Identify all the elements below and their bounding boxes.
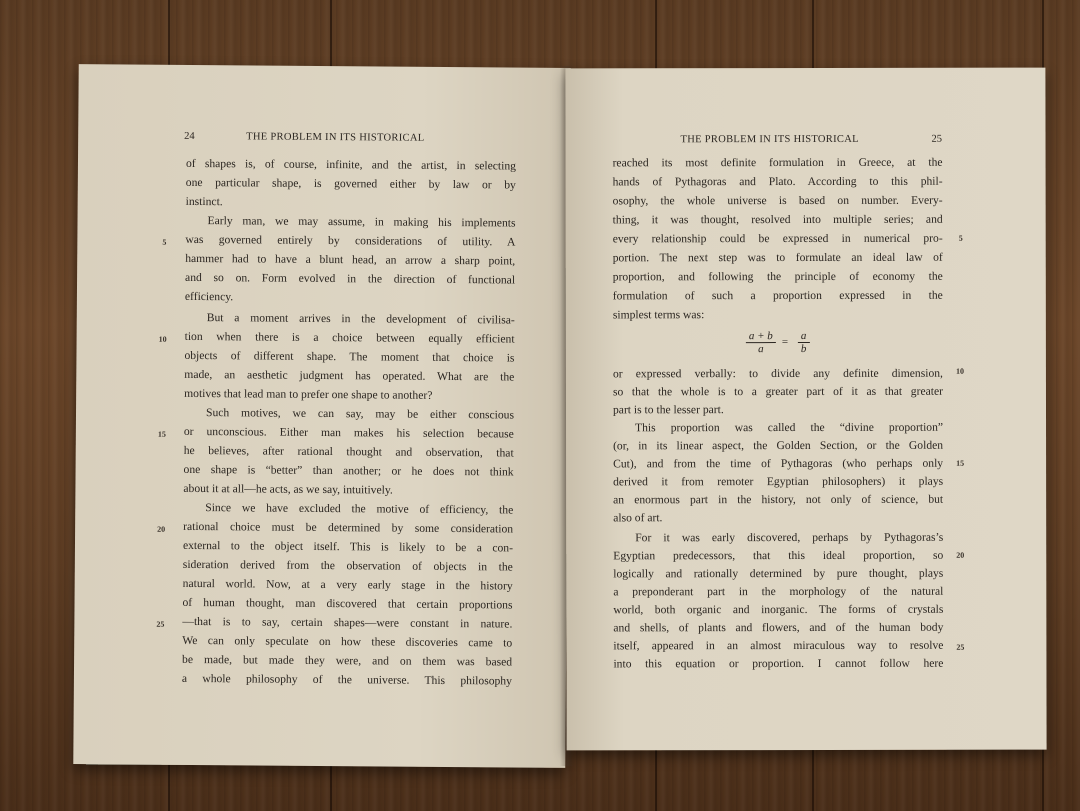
text-line: logically and rationally determined by pure thought, plays [613,566,944,581]
running-head: THE PROBLEM IN ITS HISTORICAL [246,131,425,144]
left-page [73,64,570,768]
line-number: 15 [157,429,166,439]
equation-numerator: a [798,330,810,343]
right-page [565,68,1046,751]
text-line: rational choice must be determined by some consideration [183,519,514,536]
text-line: derived it from remoter Egyptian philosophers) it plays [613,474,944,489]
text-line: a whole philosophy of the universe. This philosophy [181,671,512,688]
text-line: natural world. Now, at a very early stage in the history [182,576,513,593]
text-line: one shape is “better” than another; or he does not think [183,462,514,479]
text-line: simplest terms was: [612,308,705,322]
line-number: 25 [156,619,165,629]
page-number: 24 [184,130,195,142]
text-line: of human thought, man discovered that certain proportions [182,595,513,612]
text-line: world, both organic and inorganic. The forms of crystals [613,602,944,617]
line-number: 25 [956,642,965,652]
line-number: 20 [157,524,166,534]
line-number: 20 [956,550,965,560]
text-line: tion when there is a choice between equally efficient [184,329,515,346]
text-line: osophy, the whole universe is based on number. Every- [612,193,943,208]
text-line: Such motives, we can say, may be either conscious [205,406,515,422]
text-line: and shells, of plants and flowers, and of the human body [613,620,944,635]
text-line: —that is to say, certain shapes—were constant in nature. [182,614,513,631]
text-line: We can only speculate on how these discoveries came to [182,633,513,650]
text-line: Egyptian predecessors, that this ideal proportion, so [613,548,944,563]
text-line: itself, appeared in an almost miraculous way to resolve [613,638,944,653]
text-line: hammer had to have a blunt head, an arrow a sharp point, [185,251,516,268]
text-line: instinct. [185,194,223,209]
text-line: be made, but made they were, and on them was based [182,652,513,669]
equals-sign: = [781,336,789,349]
text-line: motives that lead man to prefer one shape to another? [184,386,433,402]
text-line: This proportion was called the “divine proportion” [635,420,944,435]
line-number: 10 [158,334,167,344]
text-line: external to the object itself. This is likely to be a con- [182,538,514,555]
text-line: hands of Pythagoras and Plato. According to this phil- [612,174,943,189]
text-line: thing, it was thought, resolved into multiple series; and [612,212,943,227]
equation-right-fraction [798,330,810,355]
line-number: 10 [955,366,964,376]
text-line: Cut), and from the time of Pythagoras (who perhaps only [613,456,944,471]
text-line: he believes, after rational thought and observation, that [183,443,514,460]
text-line: Early man, we may assume, in making his implements [207,214,516,230]
equation-left-fraction [746,330,776,355]
text-line: But a moment arrives in the development of civilisa- [206,311,515,327]
text-line: or unconscious. Either man makes his selection because [183,424,514,441]
text-line: made, an aesthetic judgment has operated. What are the [184,367,515,384]
golden-ratio-equation [746,330,826,368]
text-line: about it at all—he acts, as we say, intuitively. [183,481,393,497]
text-line: reached its most definite formulation in Greece, at the [612,155,943,170]
text-line: For it was early discovered, perhaps by Pythagoras’s [635,530,944,545]
line-number: 5 [958,233,963,243]
text-line: and so on. Form evolved in the direction of functional [185,270,516,287]
running-head: THE PROBLEM IN ITS HISTORICAL [680,133,859,146]
text-line: proportion, and following the principle of economy the [612,269,943,284]
text-line: into this equation or proportion. I cannot follow here [613,656,944,671]
line-number: 5 [162,237,167,247]
text-line: sideration derived from the observation of objects in the [182,557,513,574]
text-line: or expressed verbally: to divide any definite dimension, [612,366,943,381]
text-line: a preponderant part in the morphology of the natural [613,584,944,599]
text-line: also of art. [613,511,663,525]
text-line: of shapes is, of course, infinite, and the artist, in selecting [185,156,517,173]
equation-denominator: b [800,342,807,356]
text-line: part is to the lesser part. [612,403,724,417]
equation-numerator: a + b [746,330,776,343]
text-line: was governed entirely by considerations of utility. A [185,232,516,249]
page-number: 25 [931,133,943,145]
text-line: so that the whole is to a greater part of it as that greater [612,384,943,399]
line-number: 15 [956,458,965,468]
text-line: Since we have excluded the motive of efficiency, the [205,501,514,517]
text-line: every relationship could be expressed in numerical pro- [612,231,943,246]
text-line: one particular shape, is governed either by law or by [185,175,516,192]
text-line: portion. The next step was to formulate an ideal law of [612,250,943,265]
equation-denominator: a [758,343,764,356]
text-line: efficiency. [184,289,234,304]
text-line: an enormous part in the history, not only of science, but [613,492,944,507]
text-line: (or, in its linear aspect, the Golden Section, or the Golden [613,438,944,453]
text-line: formulation of such a proportion expressed in the [612,288,943,303]
text-line: objects of different shape. The moment that choice is [184,348,515,365]
